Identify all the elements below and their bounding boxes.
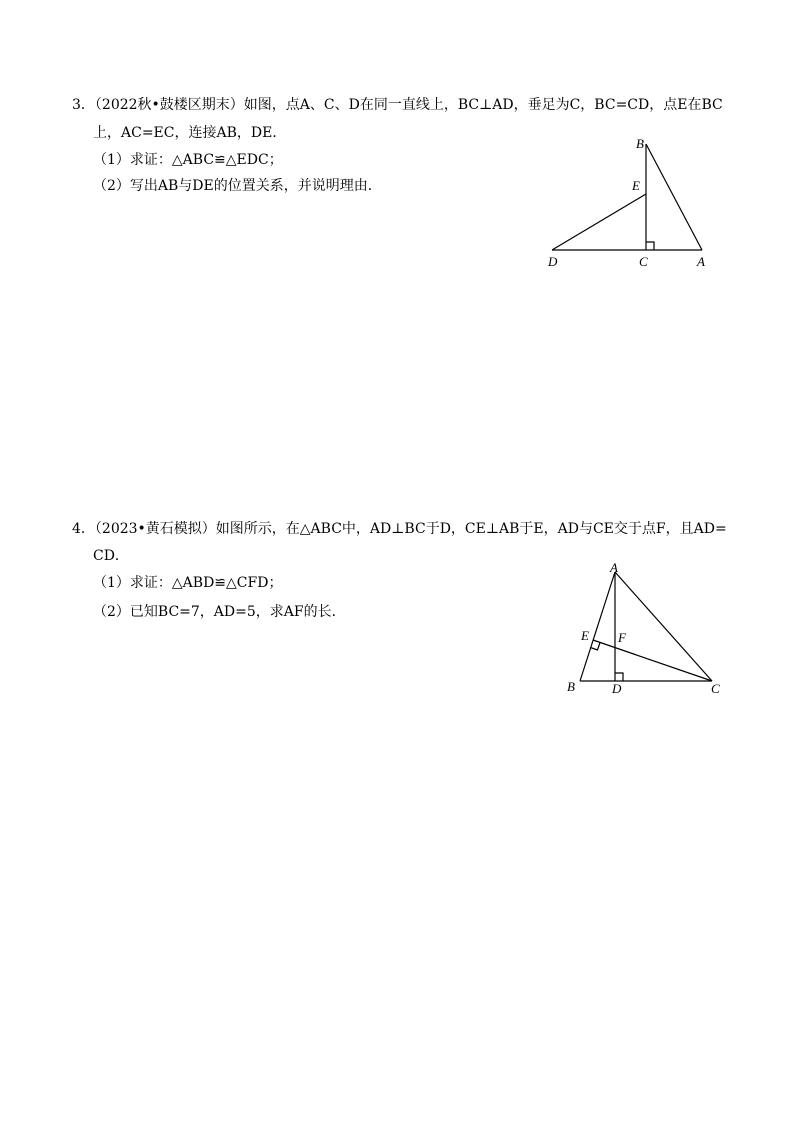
problem3-figure — [540, 132, 720, 272]
point-label-A: A — [610, 560, 618, 575]
point-label-A: A — [697, 254, 705, 269]
segment-DE — [552, 194, 646, 250]
point-label-B: B — [567, 679, 575, 694]
problem3-question2: （2）写出AB与DE的位置关系，并说明理由． — [93, 178, 382, 194]
point-label-C: C — [639, 254, 648, 269]
segment-AB — [580, 572, 615, 681]
problem4-question1: （1）求证：△ABD≌△CFD； — [93, 575, 283, 591]
point-label-D: D — [548, 254, 558, 269]
point-label-F: F — [618, 630, 626, 645]
problem4-figure — [560, 560, 730, 700]
point-label-E: E — [632, 178, 640, 193]
problem4-question2: （2）已知BC=7，AD=5，求AF的长． — [93, 604, 346, 620]
right-angle-mark-D — [615, 673, 623, 681]
point-label-C: C — [711, 681, 720, 696]
problem4-statement-line1: 4．（2023•黄石模拟）如图所示，在△ABC中，AD⊥BC于D，CE⊥AB于E，AD与CE交于点F，且AD= — [72, 521, 727, 537]
problem3-statement-line1: 3．（2022秋•鼓楼区期末）如图，点A、C、D在同一直线上，BC⊥AD，垂足为C，BC=CD，点E在BC — [72, 97, 723, 113]
right-angle-mark-C — [646, 242, 654, 250]
problem4-statement-line2: CD． — [93, 548, 129, 564]
point-label-D: D — [612, 681, 622, 696]
segment-AB — [646, 144, 702, 250]
problem3-statement-line2: 上，AC=EC，连接AB，DE． — [93, 125, 287, 141]
point-label-B: B — [636, 136, 644, 151]
point-label-E: E — [581, 628, 589, 643]
problem3-question1: （1）求证：△ABC≌△EDC； — [93, 152, 283, 168]
